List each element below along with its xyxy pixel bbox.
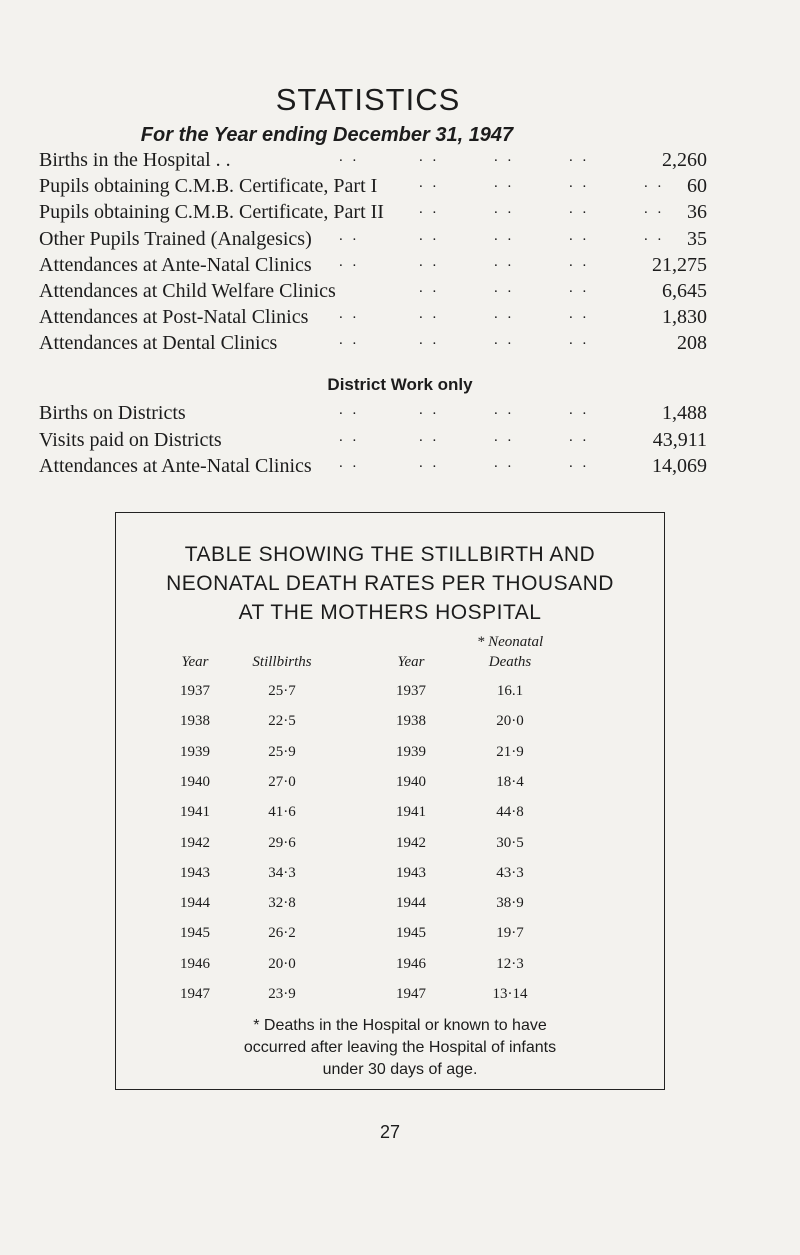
dot-leader: . . [494,455,515,471]
footnote-line: * Deaths in the Hospital or known to have [253,1017,547,1034]
stat-row [39,228,707,254]
dot-leader: . . [339,149,360,165]
col-header-stillbirths: Stillbirths [252,654,312,670]
stat-label: Pupils obtaining C.M.B. Certificate, Part I [39,175,378,198]
stat-label: Visits paid on Districts [39,428,222,451]
table-cell-stillbirths: 32·8 [268,895,296,912]
stat-row [39,280,707,306]
stat-value: 43,911 [652,428,707,451]
stat-label: Births in the Hospital . . [39,149,231,171]
table-cell-year2: 1938 [396,713,426,730]
col-header-year-2: Year [397,654,425,670]
table-cell-neonatal: 43·3 [496,864,524,881]
table-footnote [0,1015,800,1081]
table-cell-neonatal: 30·5 [496,834,524,851]
footnote-line: under 30 days of age. [322,1061,478,1078]
dot-leader: . . [339,253,360,270]
stat-value: 2,260 [662,149,707,171]
dot-leader: . . [419,306,440,323]
dot-leader: . . [494,175,515,192]
dot-leader: . . [419,175,440,192]
stat-label: Other Pupils Trained (Analgesics) [39,227,312,250]
dot-leader: . . [569,428,590,445]
dot-leader: . . [569,306,590,323]
rates-table-title-line: NEONATAL DEATH RATES PER THOUSAND [166,572,614,595]
table-cell-stillbirths: 20·0 [268,955,296,972]
stat-label: Pupils obtaining C.M.B. Certificate, Part II [39,201,384,224]
table-cell-year: 1945 [180,925,210,942]
district-work-heading: District Work only [327,375,473,394]
dot-leader: . . [494,280,515,296]
dot-leader: . . [339,227,360,244]
rates-table-title [0,540,780,627]
dot-leader: . . [419,201,440,218]
stat-value: 60 [687,175,707,198]
dot-leader: . . [494,332,515,349]
dot-leader: . . [569,402,590,418]
stat-value: 208 [677,332,707,355]
dot-leader: . . [419,428,440,445]
page-title: STATISTICS [275,82,461,117]
dot-leader: . . [569,455,590,471]
table-cell-year: 1941 [180,804,210,821]
table-cell-stillbirths: 26·2 [268,925,296,942]
table-cell-neonatal: 12·3 [496,955,524,972]
table-cell-year2: 1944 [396,895,426,912]
dot-leader: . . [339,402,360,418]
table-cell-year2: 1947 [396,986,426,1002]
dot-leader: . . [569,149,590,165]
dot-leader: . . [419,227,440,244]
stat-value: 6,645 [662,280,707,302]
dot-leader: . . [494,201,515,218]
table-cell-stillbirths: 23·9 [268,986,296,1002]
col-header-neonatal-line: * Neonatal [476,634,544,650]
stat-label: Attendances at Ante-Natal Clinics [39,455,312,477]
dot-leader: . . [569,227,590,244]
table-cell-neonatal: 20·0 [496,713,524,730]
table-cell-year: 1939 [180,743,210,760]
stat-value: 21,275 [652,253,707,276]
stat-value: 35 [687,227,707,250]
stat-label: Attendances at Ante-Natal Clinics [39,253,312,276]
table-cell-stillbirths: 29·6 [268,834,296,851]
stat-value: 1,488 [662,402,707,424]
table-cell-stillbirths: 27·0 [268,773,296,790]
table-cell-neonatal: 19·7 [496,925,524,942]
page-subtitle: For the Year ending December 31, 1947 [140,124,514,146]
dot-leader: . . [644,201,665,218]
dot-leader: . . [419,455,440,471]
table-cell-neonatal: 44·8 [496,804,524,821]
table-cell-year2: 1945 [396,925,426,942]
table-cell-year: 1943 [180,864,210,881]
col-header-year: Year [181,654,209,670]
dot-leader: . . [494,227,515,244]
rates-table-title-line: AT THE MOTHERS HOSPITAL [238,601,542,624]
table-cell-stillbirths: 25·9 [268,743,296,760]
table-cell-year: 1947 [180,986,210,1002]
table-cell-year2: 1939 [396,743,426,760]
stat-row [39,332,707,358]
dot-leader: . . [569,201,590,218]
stat-label: Attendances at Post-Natal Clinics [39,306,309,329]
table-cell-year2: 1942 [396,834,426,851]
table-cell-year: 1937 [180,683,210,699]
stat-value: 36 [687,201,707,224]
dot-leader: . . [339,306,360,323]
dot-leader: . . [494,428,515,445]
table-cell-year: 1938 [180,713,210,730]
stat-value: 14,069 [652,455,707,477]
col-header-neonatal-line: Deaths [488,654,532,670]
stat-label: Attendances at Child Welfare Clinics [39,280,336,302]
dot-leader: . . [419,402,440,418]
dot-leader: . . [339,455,360,471]
table-cell-neonatal: 18·4 [496,773,524,790]
table-cell-stillbirths: 22·5 [268,713,296,730]
dot-leader: . . [569,175,590,192]
rates-table-title-line: TABLE SHOWING THE STILLBIRTH AND [184,543,596,566]
dot-leader: . . [339,332,360,349]
table-cell-neonatal: 38·9 [496,895,524,912]
table-cell-year2: 1943 [396,864,426,881]
stat-label: Attendances at Dental Clinics [39,332,278,355]
dot-leader: . . [569,253,590,270]
table-cell-stillbirths: 34·3 [268,864,296,881]
table-cell-year2: 1940 [396,773,426,790]
dot-leader: . . [569,332,590,349]
dot-leader: . . [419,332,440,349]
dot-leader: . . [419,253,440,270]
dot-leader: . . [569,280,590,296]
table-cell-neonatal: 13·14 [492,986,528,1002]
table-cell-stillbirths: 41·6 [268,804,296,821]
dot-leader: . . [494,149,515,165]
stat-row [39,175,707,201]
stat-label: Births on Districts [39,402,186,424]
stat-row [39,455,707,481]
table-cell-neonatal: 21·9 [496,743,524,760]
page-number: 27 [379,1122,401,1142]
table-cell-year2: 1941 [396,804,426,821]
table-cell-neonatal: 16.1 [496,683,524,699]
dot-leader: . . [494,306,515,323]
footnote-line: occurred after leaving the Hospital of infants [243,1039,557,1056]
table-cell-year: 1942 [180,834,210,851]
stat-value: 1,830 [662,306,707,329]
table-cell-year2: 1937 [396,683,426,699]
table-cell-stillbirths: 25·7 [268,683,296,699]
stat-row [39,402,707,428]
dot-leader: . . [419,280,440,296]
dot-leader: . . [644,175,665,192]
stat-row [39,254,707,280]
col-header-neonatal-deaths [450,632,570,672]
stat-row [39,429,707,455]
stat-row [39,201,707,227]
stat-row [39,149,707,175]
table-cell-year: 1944 [180,895,210,912]
table-cell-year: 1946 [180,955,210,972]
dot-leader: . . [644,227,665,244]
dot-leader: . . [494,253,515,270]
dot-leader: . . [419,149,440,165]
stat-row [39,306,707,332]
dot-leader: . . [494,402,515,418]
table-cell-year: 1940 [180,773,210,790]
table-cell-year2: 1946 [396,955,426,972]
dot-leader: . . [339,428,360,445]
